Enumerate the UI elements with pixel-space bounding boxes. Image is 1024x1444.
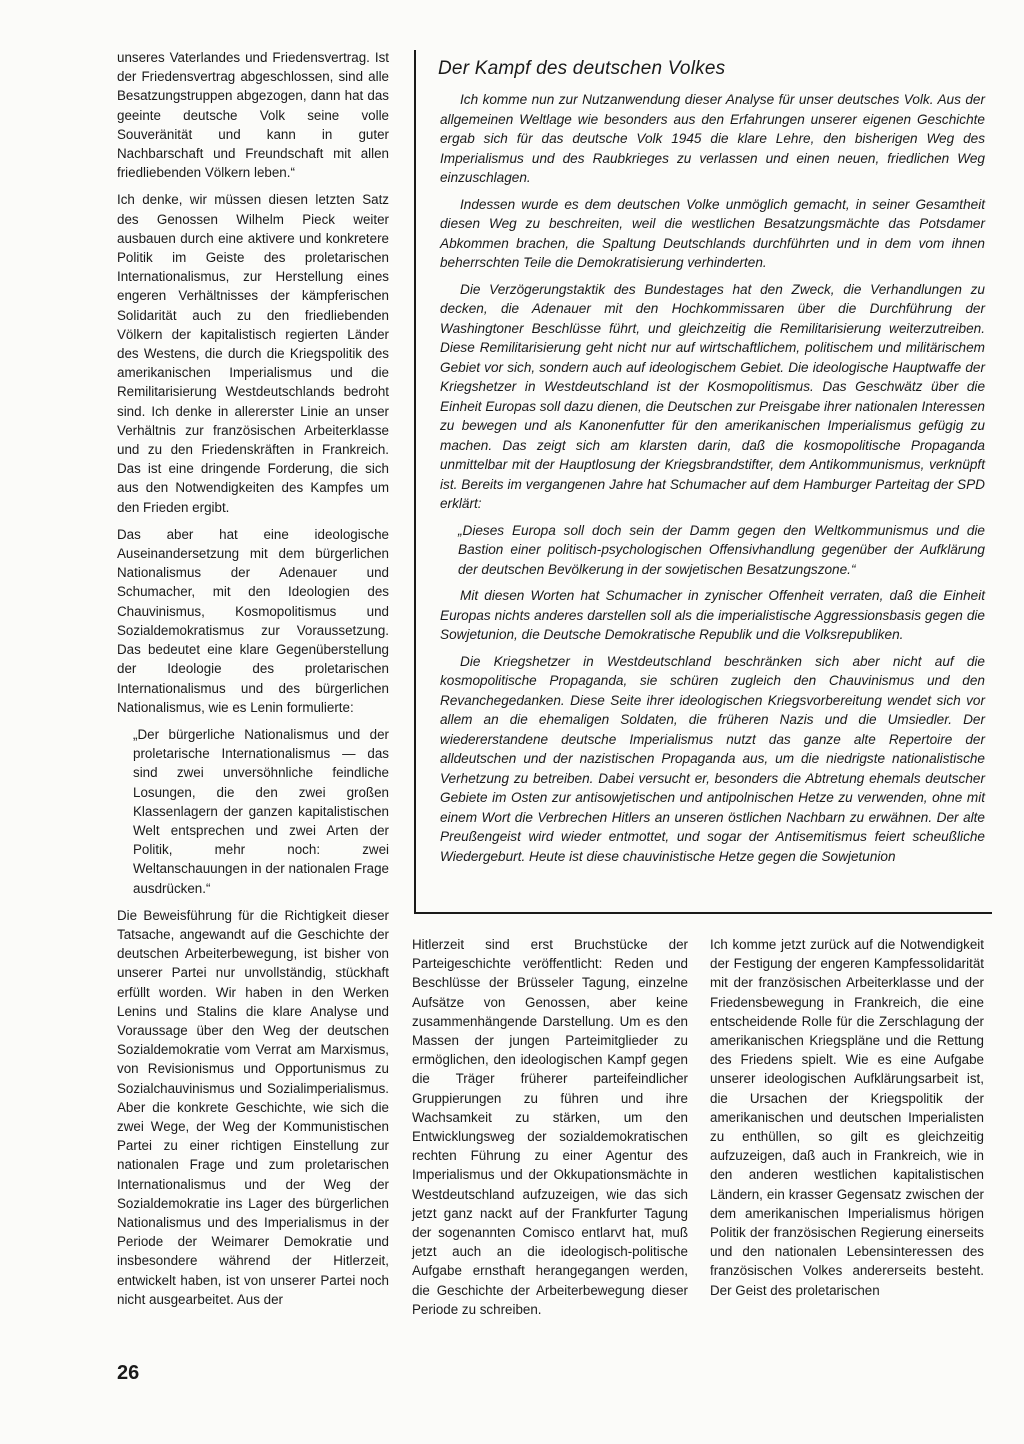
right-column — [710, 935, 984, 1308]
paragraph: Die Kriegshetzer in Westdeutschland beschränken sich aber nicht auf die kosmopolitische Propaganda, sie schüren zugleich den Chauvinismus und den Revanchegedanken. Diese Seite ihrer ideologischen Kriegsvorbereitung wendet sich vor allem an die ehemaligen Soldaten, die früheren Nazis und die Umsiedler. Der wiedererstandene deutsche Imperialismus nutzt das ganze alte Repertoire der alldeutschen und der nazistischen Propaganda aus, um die niedrigste nationalistische Verhetzung zu betreiben. Dabei versucht er, besonders die Abtretung ehemals deutscher Gebiete im Osten zur antisowjetischen und antipolnischen Hetze zu verwenden, ohne mit einem Wort die Verbrechen Hitlers an unseren östlichen Nachbarn zu erwähnen. Der alte Preußengeist wird wieder entmottet, und sogar der Antisemitismus feiert scheußliche Wiedergeburt. Heute ist diese chauvinistische Hetze gegen die Sowjetunion — [440, 653, 985, 864]
paragraph: Hitlerzeit sind erst Bruchstücke der Parteigeschichte veröffentlicht: Reden und Beschlüsse der Brüsseler Tagung, einzelne Aufsätze von Genossen, aber keine zusammenhängende Darstellung. Um es den Massen der jungen Parteimitglieder zu ermöglichen, den ideologischen Kampf gegen die Träger früherer parteifeindlicher Gruppierungen zu führen und ihre Wachsamkeit zu stärken, um den Entwicklungsweg der sozialdemokratischen rechten Führung zu einer Agentur des Imperialismus und der Okkupationsmächte in Westdeutschland aufzuzeigen, wie das sich jetzt ganz nackt auf der Frankfurter Tagung der sogenannten Comisco entlarvt hat, muß jetzt auch an die ideologisch-politische Aufgabe ernsthaft herangegangen werden, die Geschichte der Arbeiterbewegung dieser Periode zu schreiben. — [412, 937, 688, 1317]
paragraph: Ich komme jetzt zurück auf die Notwendigkeit der Festigung der engeren Kampfessolidarität mit der französischen Arbeiterklasse und der Friedensbewegung in Frankreich, die eine entscheidende Rolle für die Zerschlagung der amerikanischen Kriegspläne und die Rettung des Friedens spielt. Wie es eine Aufgabe unserer ideologischen Aufklärungsarbeit ist, die Ursachen der Kriegspolitik der amerikanischen und deutschen Imperialisten zu enthüllen, so gilt es gleichzeitig aufzuzeigen, daß auch in Frankreich, wie in den anderen westlichen kapitalistischen Ländern, ein krasser Gegensatz zwischen der dem amerikanischen Imperialismus hörigen Politik der französischen Regierung einerseits und den nationalen Lebensinteressen des französischen Volkes andererseits besteht. Der Geist des proletarischen — [710, 937, 984, 1298]
boxed-section-text — [440, 90, 985, 873]
lenin-quote: „Der bürgerliche Nationalismus und der proletarische Internationalismus — das sind zwei unversöhnliche feindliche Losungen, die den zwei großen Klassenlagern der ganzen kapitalistischen Welt entsprechen und zwei Arten der Politik, mehr noch: zwei Weltanschauungen in der nationalen Frage ausdrücken.“ — [133, 726, 389, 896]
paragraph: Mit diesen Worten hat Schumacher in zynischer Offenheit verraten, daß die Einheit Europas nichts anderes darstellen soll als die imperialistische Aggressionsbasis gegen die Sowjetunion, die Deutsche Demokratische Republik und die Volksrepubliken. — [440, 588, 985, 642]
paragraph: Ich denke, wir müssen diesen letzten Satz des Genossen Wilhelm Pieck weiter ausbauen durch eine aktivere und konkretere Politik im Geiste des proletarischen Internationalismus, zur Herstellung eines engeren Verhältnisses der kämpferischen Solidarität auch zu den friedliebenden Völkern der kapitalistisch regierten Länder des Westens, die durch die Kriegspolitik des amerikanischen Imperialismus und die Remilitarisierung Westdeutschlands bedroht sind. Ich denke in allererster Linie an unser Verhältnis zur französischen Arbeiterklasse und zu den Friedenskräften in Frankreich. Das ist eine dringende Forderung, die sich aus den Notwendigkeiten des Kampfes um den Frieden ergibt. — [117, 192, 389, 515]
page-number: 26 — [117, 1362, 140, 1384]
left-column — [117, 48, 389, 1317]
schumacher-quote: „Dieses Europa soll doch sein der Damm gegen den Weltkommunismus und die Bastion einer politisch-psychologischen Offensivhandlung gegenüber der Aufklärung der deutschen Bevölkerung in der sowjetischen Besatzungszone.“ — [458, 522, 985, 577]
section-title: Der Kampf des deutschen Volkes — [438, 58, 726, 79]
paragraph: Ich komme nun zur Nutzanwendung dieser Analyse für unser deutsches Volk. Aus der allgemeinen Weltlage wie besonders aus den Erfahrungen unserer eigenen Geschichte ergab sich für das deutsche Volk 1945 die klare Lehre, den bisherigen Weg des Imperialismus und des Raubkrieges zu verlassen und einen neuen, friedlichen Weg einzuschlagen. — [440, 92, 985, 185]
paragraph: Die Verzögerungstaktik des Bundestages hat den Zweck, die Verhandlungen zu decken, die Adenauer mit den Hochkommissaren über die Durchführung der Washingtoner Beschlüsse führt, und gleichzeitig die Remilitarisierung weiterzutreiben. Diese Remilitarisierung geht nicht nur auf wirtschaftlichem, politischem und militärischem Gebiet vor sich, sondern auch auf ideologischem Gebiet. Die ideologische Hauptwaffe der Kriegshetzer in Westdeutschland ist der Kosmopolitismus. Das Geschwätz über die Einheit Europas soll dazu dienen, die Deutschen zur Preisgabe ihrer nationalen Interessen zu bewegen und als Kanonenfutter für den amerikanischen Imperialismus gefügig zu machen. Das zeigt sich am klarsten darin, daß die kosmopolitische Propaganda unmittelbar mit der Hauptlosung der Kriegsbrandstifter, dem Antikommunismus, verknüpft ist. Bereits im vergangenen Jahre hat Schumacher auf dem Hamburger Parteitag der SPD erklärt: — [440, 281, 985, 511]
paragraph: Die Beweisführung für die Richtigkeit dieser Tatsache, angewandt auf die Geschichte der deutschen Arbeiterbewegung, ist bisher von unserer Partei nur unvollständig, stückhaft erfüllt worden. Wir haben in den Werken Lenins und Stalins die klare Analyse und Voraussage über den Weg der deutschen Sozialdemokratie vom Verrat am Marxismus, von Revisionismus und Opportunismus zu Sozialchauvinismus und Sozialimperialismus. Aber die konkrete Geschichte, wie sich die zwei Wege, der Weg der Kommunistischen Partei zu einer richtigen Einstellung zur nationalen Frage und zum proletarischen Internationalismus und der Weg der Sozialdemokratie ins Lager des bürgerlichen Nationalismus und des Imperialismus in der Periode der Weimarer Demokratie und insbesondere während der Hitlerzeit, entwickelt haben, ist von unserer Partei noch nicht ausgearbeitet. Aus der — [117, 907, 389, 1307]
paragraph: unseres Vaterlandes und Friedensvertrag. Ist der Friedensvertrag abgeschlossen, sind alle Besatzungstruppen abgezogen, dann hat das geeinte deutsche Volk seine volle Souveränität und kann in guter Nachbarschaft und Freundschaft mit allen friedliebenden Völkern leben.“ — [117, 50, 389, 181]
paragraph: Das aber hat eine ideologische Auseinandersetzung mit dem bürgerlichen Nationalismus der Adenauer und Schumacher, mit den Ideologien des Chauvinismus, Kosmopolitismus und Sozialdemokratismus zur Voraussetzung. Das bedeutet eine klare Gegenüberstellung der Ideologie des proletarischen Internationalismus und des bürgerlichen Nationalismus, wie es Lenin formulierte: — [117, 526, 389, 715]
middle-column — [412, 935, 688, 1327]
paragraph: Indessen wurde es dem deutschen Volke unmöglich gemacht, in seiner Gesamtheit diesen Weg zu beschreiten, weil die westlichen Besatzungsmächte das Potsdamer Abkommen brachen, die Spaltung Deutschlands durchführten und in dem vom ihnen beherrschten Teile die Demokratisierung verhinderten. — [440, 196, 985, 270]
